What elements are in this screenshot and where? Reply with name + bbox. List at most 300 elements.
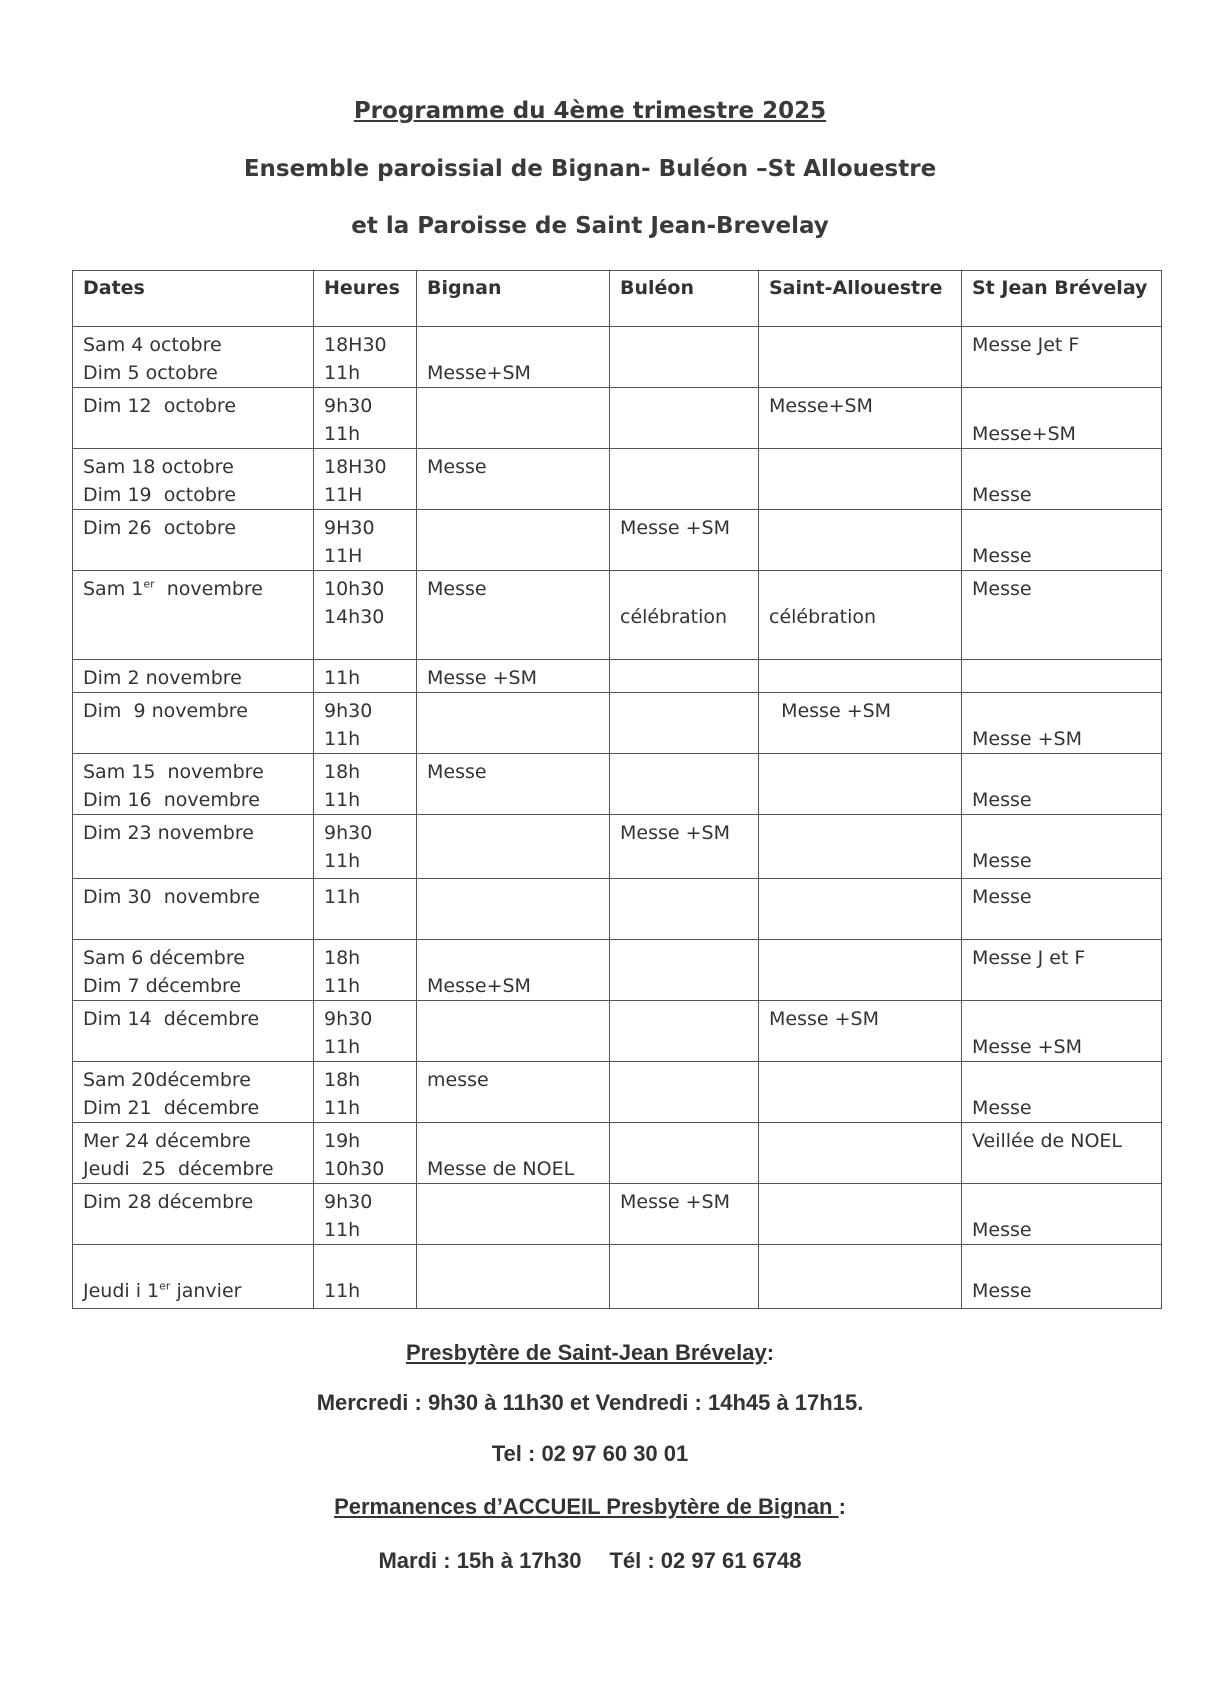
- cell-saint-allouestre: [759, 940, 962, 1001]
- cell-buleon: [610, 1062, 759, 1123]
- date-line: [83, 1216, 303, 1244]
- table-header-row: [73, 271, 1162, 327]
- saint-allouestre-line: [769, 1094, 951, 1122]
- st-jean-brevelay-line: Messe +SM: [972, 1036, 1082, 1058]
- st-jean-brevelay-line: Messe: [972, 886, 1032, 908]
- presbytere-sjb-colon: :: [766, 1340, 775, 1365]
- cell-saint-allouestre: [759, 660, 962, 693]
- date-line: [83, 575, 303, 603]
- saint-allouestre-line: Messe +SM: [769, 1008, 879, 1030]
- date-text: Jeudi i 1: [83, 1280, 160, 1302]
- table-row: [73, 940, 1162, 1001]
- heure-line: 11h: [324, 850, 361, 872]
- table-row: [73, 693, 1162, 754]
- heure-line: 11h: [324, 667, 361, 689]
- heure-line: 18H30: [324, 456, 387, 478]
- heure-line: [324, 1249, 406, 1277]
- bignan-line: [427, 786, 599, 814]
- cell-saint-allouestre: [759, 693, 962, 754]
- cell-bignan: [417, 1245, 610, 1309]
- buleon-line: [620, 786, 748, 814]
- heure-line: 11h: [324, 1097, 361, 1119]
- cell-bignan: [417, 879, 610, 940]
- table-row: [73, 1184, 1162, 1245]
- cell-bignan: [417, 388, 610, 449]
- cell-saint-allouestre: [759, 1062, 962, 1123]
- bignan-line: [427, 514, 599, 542]
- buleon-line: [620, 758, 748, 786]
- saint-allouestre-line: [769, 359, 951, 387]
- cell-saint-allouestre: [759, 1245, 962, 1309]
- bignan-line: [427, 883, 599, 911]
- buleon-line: [620, 631, 748, 659]
- cell-date: [73, 571, 314, 660]
- date-line: [83, 1277, 303, 1305]
- cell-date: [73, 449, 314, 510]
- cell-bignan: [417, 510, 610, 571]
- heure-line: 9h30: [324, 395, 373, 417]
- date-line: [83, 542, 303, 570]
- st-jean-brevelay-line: [972, 453, 1151, 481]
- bignan-line: [427, 911, 599, 939]
- heure-line: 11h: [324, 975, 361, 997]
- bignan-line: [427, 481, 599, 509]
- cell-st-jean-brevelay: [962, 879, 1162, 940]
- cell-st-jean-brevelay: [962, 754, 1162, 815]
- bignan-line: [427, 697, 599, 725]
- cell-bignan: [417, 1123, 610, 1184]
- buleon-line: [620, 1249, 748, 1277]
- bignan-line: [427, 392, 599, 420]
- table-row: [73, 1062, 1162, 1123]
- date-line: Mer 24 décembre: [83, 1130, 251, 1152]
- cell-date: [73, 1123, 314, 1184]
- permanences-bignan-colon: :: [838, 1494, 846, 1519]
- buleon-line: [620, 725, 748, 753]
- heure-line: 11h: [324, 423, 361, 445]
- heure-line: 11h: [324, 886, 361, 908]
- buleon-line: [620, 1066, 748, 1094]
- heure-line: [324, 631, 406, 659]
- cell-date: [73, 327, 314, 388]
- saint-allouestre-line: célébration: [769, 606, 877, 628]
- date-line: Sam 6 décembre: [83, 947, 245, 969]
- presbytere-sjb-label: Presbytère de Saint-Jean Brévelay: [405, 1340, 767, 1365]
- date-line: Dim 23 novembre: [83, 822, 254, 844]
- bignan-line: [427, 819, 599, 847]
- bignan-line: Messe: [427, 456, 487, 478]
- heure-line: 11h: [324, 728, 361, 750]
- heure-line: 9h30: [324, 1191, 373, 1213]
- cell-buleon: [610, 1245, 759, 1309]
- cell-bignan: [417, 327, 610, 388]
- cell-date: [73, 815, 314, 879]
- st-jean-brevelay-line: [972, 1188, 1151, 1216]
- heure-line: 18H30: [324, 334, 387, 356]
- ordinal-suffix: er: [159, 1279, 171, 1293]
- saint-allouestre-line: [769, 786, 951, 814]
- bignan-line: [427, 1188, 599, 1216]
- cell-saint-allouestre: [759, 1184, 962, 1245]
- cell-st-jean-brevelay: [962, 1123, 1162, 1184]
- buleon-line: [620, 481, 748, 509]
- date-line: Dim 2 novembre: [83, 667, 242, 689]
- bignan-line: [427, 944, 599, 972]
- saint-allouestre-line: [769, 631, 951, 659]
- cell-buleon: [610, 693, 759, 754]
- date-line: Dim 9 novembre: [83, 700, 248, 722]
- bignan-line: Messe: [427, 578, 487, 600]
- cell-buleon: [610, 940, 759, 1001]
- schedule-table: [72, 270, 1162, 1309]
- saint-allouestre-line: Messe+SM: [769, 395, 873, 417]
- buleon-line: [620, 1005, 748, 1033]
- saint-allouestre-line: [769, 542, 951, 570]
- bignan-phone: Tél : 02 97 61 6748: [609, 1548, 802, 1573]
- cell-buleon: [610, 510, 759, 571]
- buleon-line: Messe +SM: [620, 517, 730, 539]
- cell-buleon: [610, 449, 759, 510]
- buleon-line: [620, 1094, 748, 1122]
- saint-allouestre-line: [769, 1216, 951, 1244]
- cell-buleon: [610, 327, 759, 388]
- buleon-line: [620, 359, 748, 387]
- cell-heure: [314, 1062, 417, 1123]
- bignan-line: messe: [427, 1069, 489, 1091]
- st-jean-brevelay-line: Messe: [972, 1219, 1032, 1241]
- permanences-bignan-heading: [0, 1494, 1180, 1520]
- cell-bignan: [417, 1184, 610, 1245]
- cell-buleon: [610, 660, 759, 693]
- header-heures: Heures: [314, 271, 417, 327]
- heure-line: 14h30: [324, 606, 385, 628]
- st-jean-brevelay-line: Messe: [972, 578, 1032, 600]
- cell-st-jean-brevelay: [962, 693, 1162, 754]
- cell-st-jean-brevelay: [962, 940, 1162, 1001]
- heure-line: 18h: [324, 761, 361, 783]
- st-jean-brevelay-line: [972, 392, 1151, 420]
- st-jean-brevelay-line: Veillée de NOEL: [972, 1130, 1123, 1152]
- cell-buleon: [610, 388, 759, 449]
- cell-buleon: [610, 1184, 759, 1245]
- subtitle-ensemble: Ensemble paroissial de Bignan- Buléon –St Allouestre: [243, 156, 937, 182]
- heure-line: 11h: [324, 1280, 361, 1302]
- cell-date: [73, 754, 314, 815]
- cell-st-jean-brevelay: [962, 1001, 1162, 1062]
- saint-allouestre-line: [769, 1066, 951, 1094]
- date-line: [83, 1249, 303, 1277]
- saint-allouestre-line: [769, 1277, 951, 1305]
- cell-date: [73, 940, 314, 1001]
- buleon-line: [620, 1127, 748, 1155]
- presbytere-sjb-phone: Tel : 02 97 60 30 01: [491, 1441, 689, 1466]
- date-line: Dim 14 décembre: [83, 1008, 260, 1030]
- heure-line: 11H: [324, 484, 363, 506]
- cell-heure: [314, 571, 417, 660]
- date-line: Dim 30 novembre: [83, 886, 260, 908]
- date-line: Dim 19 octobre: [83, 484, 237, 506]
- cell-st-jean-brevelay: [962, 510, 1162, 571]
- buleon-line: [620, 944, 748, 972]
- cell-saint-allouestre: [759, 1001, 962, 1062]
- date-line: [83, 725, 303, 753]
- date-line: Dim 7 décembre: [83, 975, 242, 997]
- bignan-line: Messe: [427, 761, 487, 783]
- date-line: Dim 26 octobre: [83, 517, 237, 539]
- date-line: Sam 18 octobre: [83, 456, 234, 478]
- bignan-line: [427, 631, 599, 659]
- buleon-line: [620, 392, 748, 420]
- cell-date: [73, 879, 314, 940]
- heure-line: 11h: [324, 789, 361, 811]
- st-jean-brevelay-line: Messe Jet F: [972, 334, 1080, 356]
- header-saint-allouestre: Saint-Allouestre: [759, 271, 962, 327]
- cell-heure: [314, 1123, 417, 1184]
- buleon-line: [620, 972, 748, 1000]
- st-jean-brevelay-line: [972, 1155, 1151, 1183]
- table-row: [73, 510, 1162, 571]
- table-body: [73, 327, 1162, 1309]
- cell-date: [73, 1062, 314, 1123]
- table-row: [73, 660, 1162, 693]
- saint-allouestre-line: [769, 1127, 951, 1155]
- st-jean-brevelay-line: Messe: [972, 850, 1032, 872]
- st-jean-brevelay-line: [972, 359, 1151, 387]
- st-jean-brevelay-line: Messe J et F: [972, 947, 1086, 969]
- cell-bignan: [417, 449, 610, 510]
- cell-bignan: [417, 1001, 610, 1062]
- st-jean-brevelay-line: [972, 819, 1151, 847]
- presbytere-sjb-heading: [0, 1340, 1180, 1366]
- st-jean-brevelay-line: Messe+SM: [972, 423, 1076, 445]
- saint-allouestre-line: [769, 664, 951, 692]
- buleon-line: [620, 1155, 748, 1183]
- heure-line: 11h: [324, 1036, 361, 1058]
- cell-st-jean-brevelay: [962, 571, 1162, 660]
- st-jean-brevelay-line: [972, 631, 1151, 659]
- date-line: Dim 28 décembre: [83, 1191, 254, 1213]
- date-text-rest: janvier: [170, 1280, 242, 1302]
- bignan-line: Messe de NOEL: [427, 1158, 575, 1180]
- cell-saint-allouestre: [759, 754, 962, 815]
- buleon-line: [620, 542, 748, 570]
- st-jean-brevelay-line: [972, 972, 1151, 1000]
- saint-allouestre-line: [769, 1033, 951, 1061]
- cell-saint-allouestre: [759, 1123, 962, 1184]
- heure-line: 9H30: [324, 517, 375, 539]
- cell-buleon: [610, 815, 759, 879]
- st-jean-brevelay-line: [972, 1066, 1151, 1094]
- saint-allouestre-line: [769, 575, 951, 603]
- cell-bignan: [417, 754, 610, 815]
- bignan-line: [427, 420, 599, 448]
- cell-heure: [314, 1245, 417, 1309]
- subtitle-paroisse: et la Paroisse de Saint Jean-Brevelay: [351, 213, 829, 239]
- cell-heure: [314, 815, 417, 879]
- cell-date: [73, 693, 314, 754]
- buleon-line: célébration: [620, 606, 728, 628]
- table-row: [73, 815, 1162, 879]
- saint-allouestre-line: [769, 972, 951, 1000]
- st-jean-brevelay-line: [972, 1249, 1151, 1277]
- st-jean-brevelay-line: [972, 664, 1151, 692]
- header-st-jean-brevelay: St Jean Brévelay: [962, 271, 1162, 327]
- cell-buleon: [610, 1123, 759, 1184]
- table-row: [73, 1245, 1162, 1309]
- header-bignan: Bignan: [417, 271, 610, 327]
- cell-bignan: [417, 660, 610, 693]
- buleon-line: [620, 1277, 748, 1305]
- cell-heure: [314, 449, 417, 510]
- cell-heure: [314, 879, 417, 940]
- buleon-line: [620, 575, 748, 603]
- heure-line: 9h30: [324, 1008, 373, 1030]
- st-jean-brevelay-line: [972, 697, 1151, 725]
- saint-allouestre-line: [769, 847, 951, 875]
- date-line: [83, 603, 303, 631]
- cell-st-jean-brevelay: [962, 327, 1162, 388]
- buleon-line: [620, 453, 748, 481]
- cell-heure: [314, 1001, 417, 1062]
- buleon-line: Messe +SM: [620, 1191, 730, 1213]
- heure-line: 10h30: [324, 1158, 385, 1180]
- cell-bignan: [417, 1062, 610, 1123]
- heure-line: 11h: [324, 362, 361, 384]
- saint-allouestre-line: [769, 819, 951, 847]
- saint-allouestre-line: [769, 944, 951, 972]
- st-jean-brevelay-line: Messe: [972, 1280, 1032, 1302]
- cell-saint-allouestre: [759, 388, 962, 449]
- saint-allouestre-line: [769, 514, 951, 542]
- st-jean-brevelay-line: [972, 514, 1151, 542]
- date-line: Sam 20décembre: [83, 1069, 251, 1091]
- table-row: [73, 327, 1162, 388]
- bignan-line: [427, 1094, 599, 1122]
- heure-line: 11h: [324, 1219, 361, 1241]
- cell-st-jean-brevelay: [962, 1184, 1162, 1245]
- cell-st-jean-brevelay: [962, 449, 1162, 510]
- date-line: [83, 911, 303, 939]
- bignan-line: [427, 1277, 599, 1305]
- bignan-line: [427, 1249, 599, 1277]
- header-dates: Dates: [73, 271, 314, 327]
- cell-buleon: [610, 754, 759, 815]
- table-row: [73, 879, 1162, 940]
- cell-st-jean-brevelay: [962, 388, 1162, 449]
- cell-date: [73, 660, 314, 693]
- cell-buleon: [610, 1001, 759, 1062]
- cell-buleon: [610, 879, 759, 940]
- st-jean-brevelay-line: [972, 603, 1151, 631]
- cell-date: [73, 510, 314, 571]
- bignan-line: [427, 1127, 599, 1155]
- date-text: Sam 1: [83, 578, 144, 600]
- bignan-line: [427, 847, 599, 875]
- buleon-line: [620, 911, 748, 939]
- bignan-line: [427, 542, 599, 570]
- heure-line: 18h: [324, 947, 361, 969]
- saint-allouestre-line: [769, 758, 951, 786]
- cell-date: [73, 388, 314, 449]
- permanences-bignan-details: [0, 1548, 1180, 1574]
- cell-saint-allouestre: [759, 327, 962, 388]
- bignan-line: Messe +SM: [427, 667, 537, 689]
- date-line: [83, 420, 303, 448]
- cell-saint-allouestre: [759, 510, 962, 571]
- saint-allouestre-line: [769, 420, 951, 448]
- cell-bignan: [417, 815, 610, 879]
- buleon-line: [620, 697, 748, 725]
- bignan-line: [427, 725, 599, 753]
- date-line: Jeudi 25 décembre: [83, 1158, 274, 1180]
- table-row: [73, 754, 1162, 815]
- cell-heure: [314, 693, 417, 754]
- page-title: Programme du 4ème trimestre 2025: [353, 98, 827, 124]
- saint-allouestre-line: [769, 331, 951, 359]
- st-jean-brevelay-line: Messe: [972, 789, 1032, 811]
- saint-allouestre-line: [769, 1249, 951, 1277]
- bignan-line: Messe+SM: [427, 362, 531, 384]
- bignan-hours: Mardi : 15h à 17h30: [378, 1548, 582, 1573]
- buleon-line: [620, 420, 748, 448]
- date-line: Sam 15 novembre: [83, 761, 264, 783]
- presbytere-sjb-hours: Mercredi : 9h30 à 11h30 et Vendredi : 14h45 à 17h15.: [316, 1390, 864, 1415]
- cell-st-jean-brevelay: [962, 815, 1162, 879]
- permanences-bignan-label: Permanences d’ACCUEIL Presbytère de Bignan: [334, 1494, 839, 1519]
- cell-saint-allouestre: [759, 571, 962, 660]
- st-jean-brevelay-line: Messe: [972, 484, 1032, 506]
- buleon-line: [620, 664, 748, 692]
- cell-st-jean-brevelay: [962, 660, 1162, 693]
- table-row: [73, 388, 1162, 449]
- bignan-line: Messe+SM: [427, 975, 531, 997]
- ordinal-suffix: er: [143, 577, 155, 591]
- heure-line: 19h: [324, 1130, 361, 1152]
- date-line: [83, 847, 303, 875]
- header-buleon: Buléon: [610, 271, 759, 327]
- date-line: [83, 1033, 303, 1061]
- cell-date: [73, 1245, 314, 1309]
- cell-st-jean-brevelay: [962, 1062, 1162, 1123]
- table-row: [73, 1001, 1162, 1062]
- cell-heure: [314, 940, 417, 1001]
- buleon-line: [620, 847, 748, 875]
- saint-allouestre-line: Messe +SM: [769, 700, 892, 722]
- table-row: [73, 1123, 1162, 1184]
- date-line: Dim 16 novembre: [83, 789, 260, 811]
- buleon-line: [620, 1216, 748, 1244]
- cell-st-jean-brevelay: [962, 1245, 1162, 1309]
- saint-allouestre-line: [769, 725, 951, 753]
- bignan-line: [427, 603, 599, 631]
- bignan-line: [427, 1033, 599, 1061]
- date-line: Dim 12 octobre: [83, 395, 237, 417]
- bignan-line: [427, 1216, 599, 1244]
- st-jean-brevelay-line: Messe +SM: [972, 728, 1082, 750]
- heure-line: 10h30: [324, 578, 385, 600]
- buleon-line: [620, 331, 748, 359]
- st-jean-brevelay-line: [972, 911, 1151, 939]
- cell-heure: [314, 327, 417, 388]
- heure-line: 9h30: [324, 700, 373, 722]
- heure-line: 11H: [324, 545, 363, 567]
- date-line: Dim 21 décembre: [83, 1097, 260, 1119]
- cell-heure: [314, 1184, 417, 1245]
- table-row: [73, 449, 1162, 510]
- cell-saint-allouestre: [759, 879, 962, 940]
- saint-allouestre-line: [769, 1155, 951, 1183]
- table-row: [73, 571, 1162, 660]
